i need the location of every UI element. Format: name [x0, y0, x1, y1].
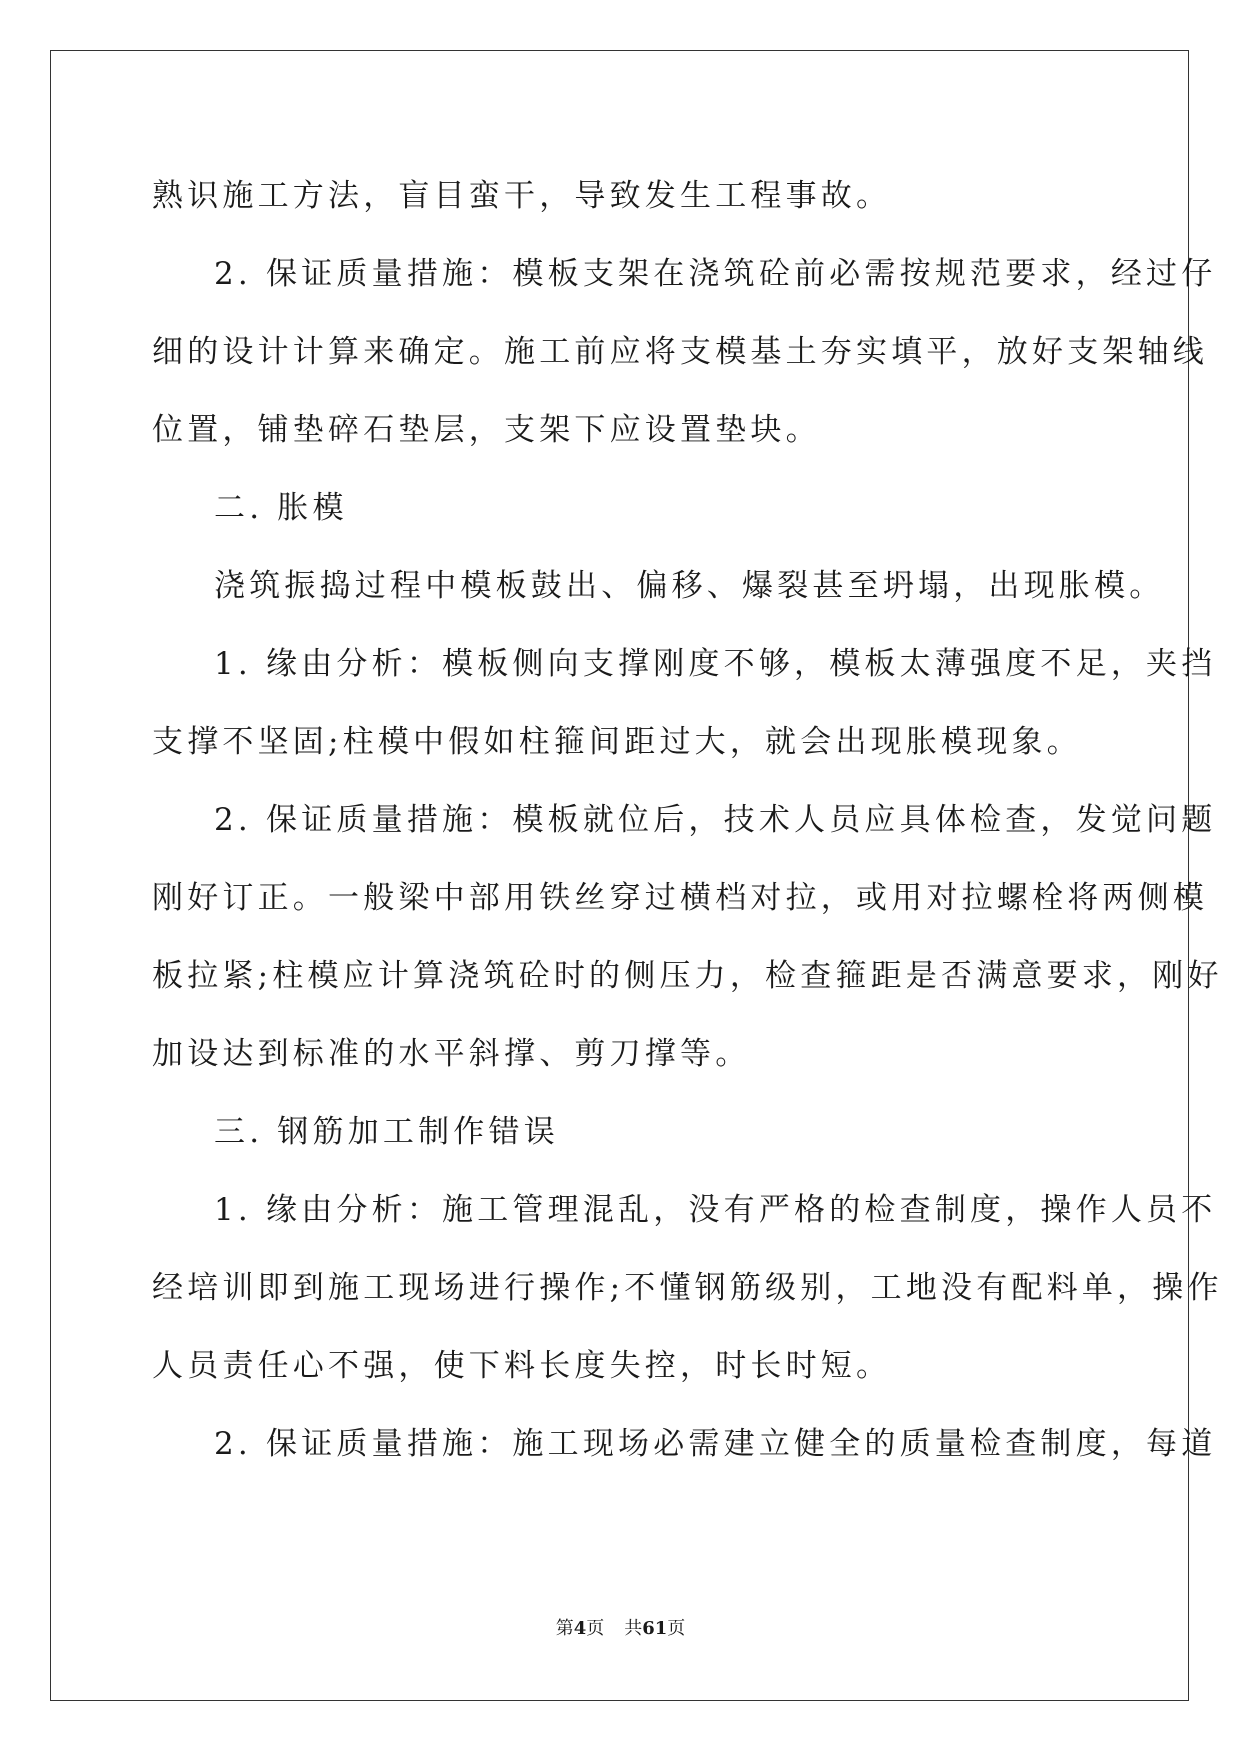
text-line: 1. 缘由分析：施工管理混乱，没有严格的检查制度，操作人员不 [214, 1192, 1217, 1228]
text-line: 浇筑振捣过程中模板鼓出、偏移、爆裂甚至坍塌，出现胀模。 [214, 568, 1165, 604]
text-line: 细的设计计算来确定。施工前应将支模基土夯实填平，放好支架轴线 [152, 334, 1208, 370]
text-line: 经培训即到施工现场进行操作;不懂钢筋级别，工地没有配料单，操作 [152, 1270, 1223, 1306]
text-line: 板拉紧;柱模应计算浇筑砼时的侧压力，检查箍距是否满意要求，刚好 [152, 958, 1223, 994]
page-number: 4 [573, 1618, 587, 1639]
text-line: 2. 保证质量措施：模板就位后，技术人员应具体检查，发觉问题 [214, 802, 1217, 838]
footer-total-suffix: 页 [667, 1618, 686, 1639]
text-line: 2. 保证质量措施：施工现场必需建立健全的质量检查制度，每道 [214, 1426, 1217, 1462]
section-heading: 三. 钢筋加工制作错误 [214, 1114, 559, 1150]
text-line: 刚好订正。一般梁中部用铁丝穿过横档对拉，或用对拉螺栓将两侧模 [152, 880, 1208, 916]
footer-prefix: 第 [555, 1618, 574, 1639]
section-heading: 二. 胀模 [214, 490, 348, 526]
body-text [152, 157, 1223, 1483]
text-line: 位置，铺垫碎石垫层，支架下应设置垫块。 [152, 412, 821, 448]
page-footer [0, 1614, 1241, 1640]
footer-page-suffix: 页 [586, 1618, 605, 1639]
text-line: 2. 保证质量措施：模板支架在浇筑砼前必需按规范要求，经过仔 [214, 256, 1217, 292]
text-line: 支撑不坚固;柱模中假如柱箍间距过大，就会出现胀模现象。 [152, 724, 1082, 760]
footer-total-prefix: 共 [624, 1618, 643, 1639]
text-line: 人员责任心不强，使下料长度失控，时长时短。 [152, 1348, 892, 1384]
text-line: 熟识施工方法，盲目蛮干，导致发生工程事故。 [152, 178, 892, 214]
text-line: 1. 缘由分析：模板侧向支撑刚度不够，模板太薄强度不足，夹挡 [214, 646, 1217, 682]
text-line: 加设达到标准的水平斜撑、剪刀撑等。 [152, 1036, 751, 1072]
total-pages: 61 [642, 1618, 668, 1639]
